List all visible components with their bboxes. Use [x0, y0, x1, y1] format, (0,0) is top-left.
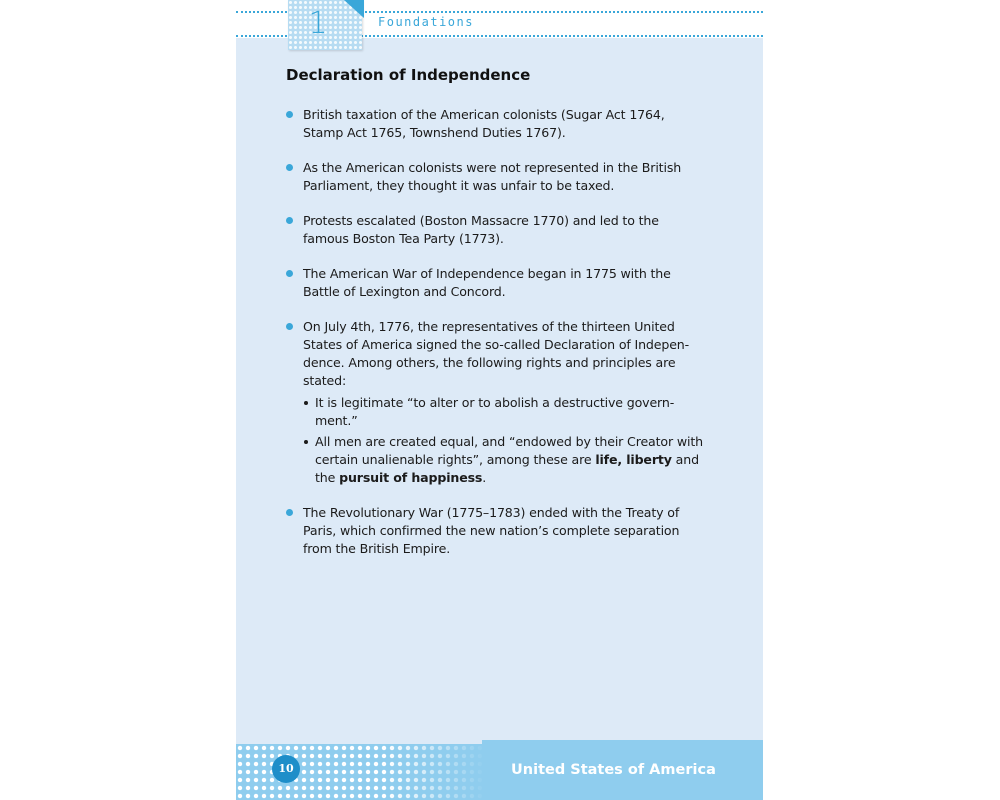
page-content [286, 66, 706, 575]
page-number-badge: 10 [272, 755, 300, 783]
bullet-dot-icon [286, 270, 293, 277]
bullet-text: As the American colonists were not represented in the British Parliament, they thought it was unfair to be taxed. [303, 160, 682, 193]
sub-bullet-text-intro: All men are created equal, and “endowed by their Creator with certain unalienable rights”, among these are [315, 434, 703, 467]
list-item [286, 265, 706, 301]
bullet-text: On July 4th, 1776, the representatives of the thirteen United States of America signed the so-called Declaration of Independence. Among others, the following rights and principles are stated: [303, 319, 690, 388]
section-title: Declaration of Independence [286, 66, 531, 84]
list-item [286, 106, 706, 142]
sub-bullet-dot-icon [304, 440, 308, 444]
book-page [236, 0, 763, 800]
bullet-text: British taxation of the American colonists (Sugar Act 1764, Stamp Act 1765, Townshend Duties 1767). [303, 107, 665, 140]
bullet-dot-icon [286, 323, 293, 330]
bullet-list [286, 106, 706, 558]
bullet-text: The American War of Independence began in 1775 with the Battle of Lexington and Concord. [303, 266, 671, 299]
page-footer [236, 744, 763, 800]
footer-fade [386, 744, 486, 800]
bullet-dot-icon [286, 217, 293, 224]
bullet-dot-icon [286, 111, 293, 118]
footer-title: United States of America [511, 762, 716, 778]
list-item [286, 504, 706, 558]
chapter-number: 1 [308, 6, 328, 41]
bullet-dot-icon [286, 509, 293, 516]
sub-list-item [303, 433, 706, 487]
list-item [286, 159, 706, 195]
sub-bullet-list [303, 394, 706, 487]
list-item [286, 318, 706, 487]
chapter-tab [288, 0, 362, 50]
list-item [286, 212, 706, 248]
sub-bullet-text-end: . [482, 470, 487, 485]
sub-bullet-text: It is legitimate “to alter or to abolish a destructive government.” [315, 395, 675, 428]
sub-bullet-text-mid: and the [315, 452, 699, 485]
emphasis-pursuit-of-happiness: pursuit of happiness [339, 470, 483, 485]
chapter-label: Foundations [378, 15, 474, 29]
bullet-dot-icon [286, 164, 293, 171]
sub-bullet-dot-icon [304, 401, 308, 405]
emphasis-life-liberty: life, liberty [595, 452, 672, 467]
bullet-text: Protests escalated (Boston Massacre 1770) and led to the famous Boston Tea Party (1773). [303, 213, 659, 246]
bullet-text: The Revolutionary War (1775–1783) ended with the Treaty of Paris, which confirmed the new nation’s complete separation from the British Empire. [303, 505, 680, 556]
sub-list-item [303, 394, 706, 430]
